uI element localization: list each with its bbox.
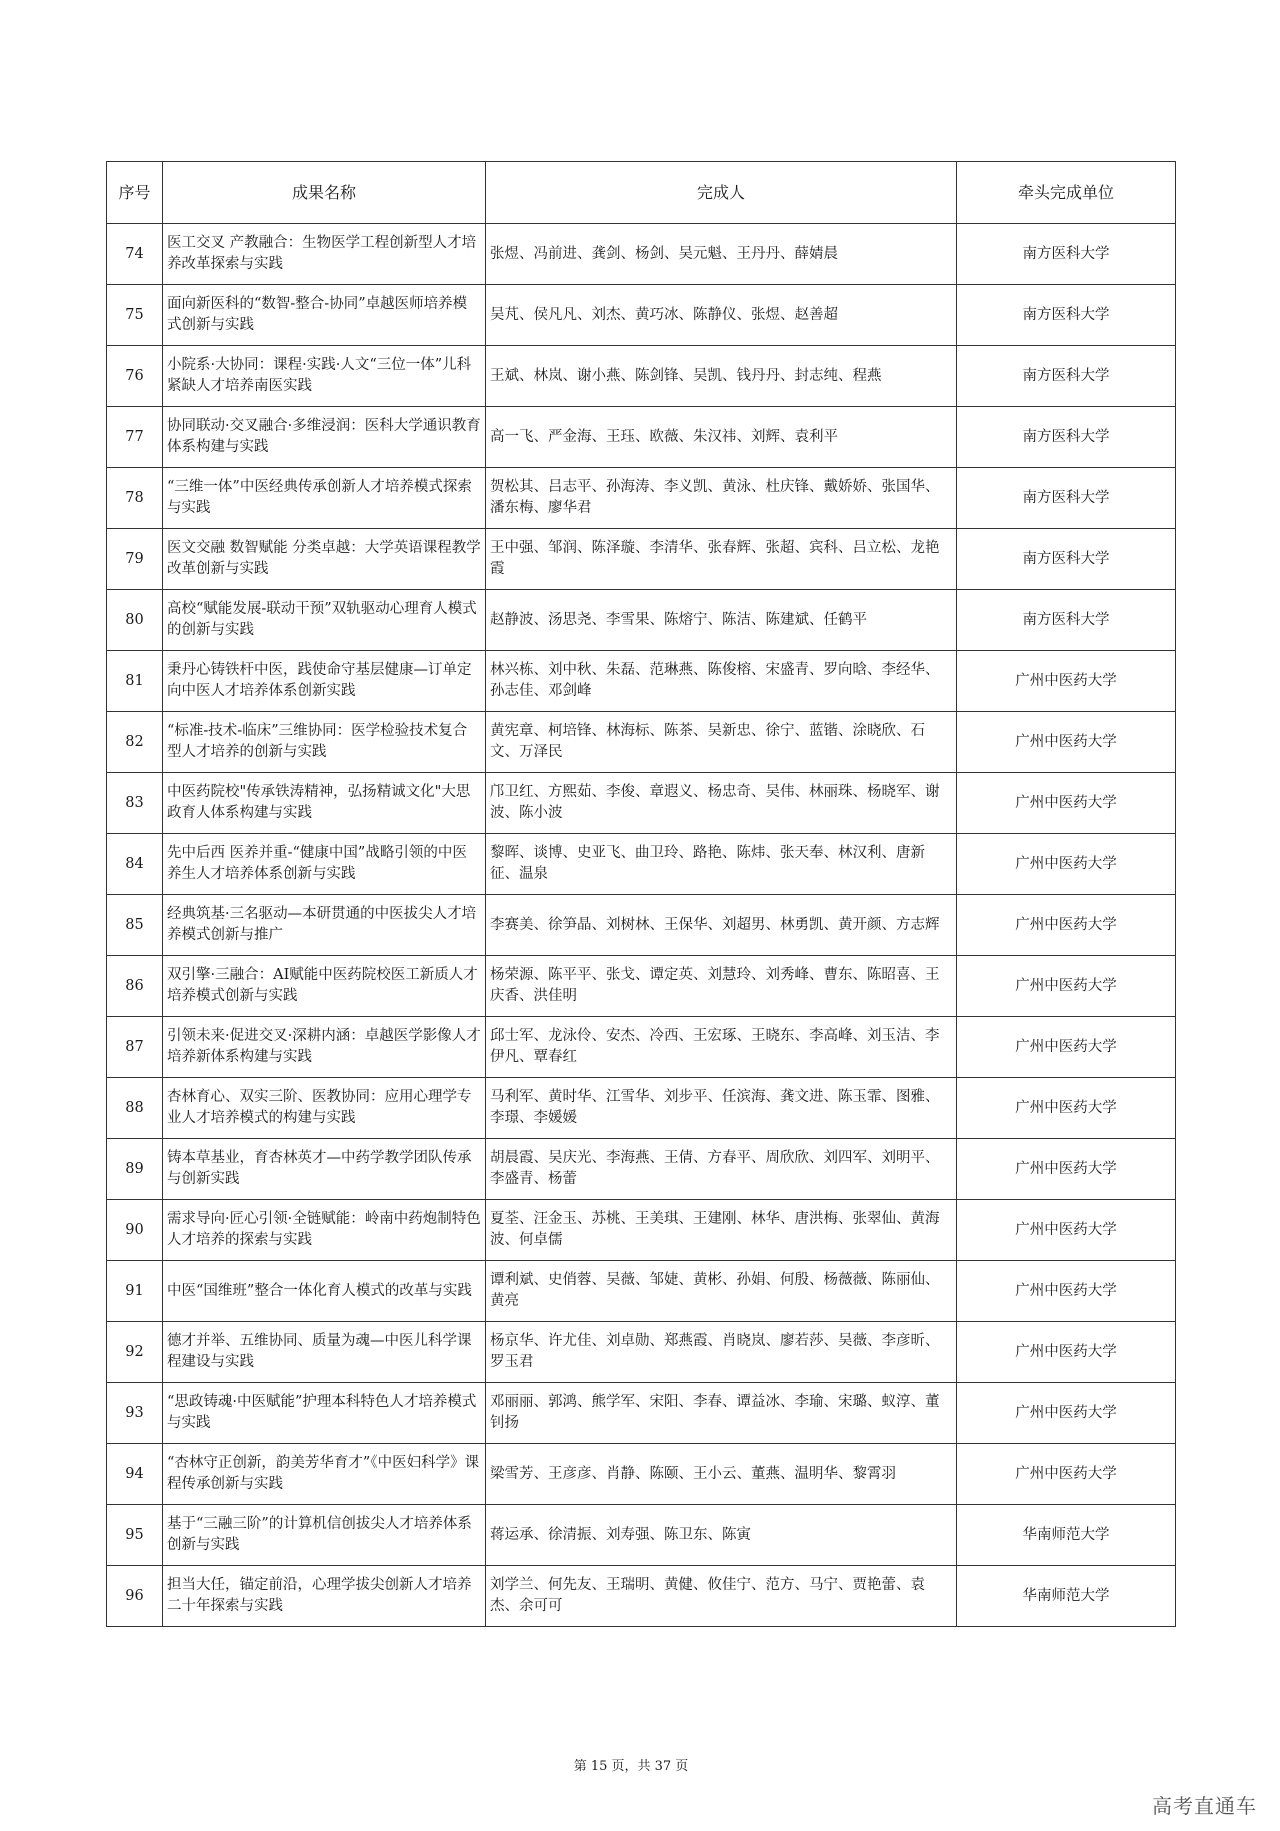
- row-number: 75: [107, 285, 163, 346]
- page-footer: [0, 1755, 1280, 1774]
- lead-unit: 南方医科大学: [957, 285, 1176, 346]
- achievement-title: “标准-技术-临床”三维协同：医学检验技术复合型人才培养的创新与实践: [163, 712, 486, 773]
- completers: 胡晨霞、吴庆光、李海燕、王倩、方春平、周欣欣、刘四军、刘明平、李盛青、杨蕾: [486, 1139, 957, 1200]
- table-row: [107, 773, 1176, 834]
- lead-unit: 广州中医药大学: [957, 1261, 1176, 1322]
- lead-unit: 广州中医药大学: [957, 773, 1176, 834]
- achievement-title: 经典筑基·三名驱动—本研贯通的中医拔尖人才培养模式创新与推广: [163, 895, 486, 956]
- table-row: [107, 590, 1176, 651]
- completers: 邱士军、龙泳伶、安杰、冷西、王宏琢、王晓东、李高峰、刘玉洁、李伊凡、覃春红: [486, 1017, 957, 1078]
- row-number: 79: [107, 529, 163, 590]
- achievement-title: 基于“三融三阶”的计算机信创拔尖人才培养体系创新与实践: [163, 1505, 486, 1566]
- achievement-title: 中医药院校"传承铁涛精神，弘扬精诚文化"大思政育人体系构建与实践: [163, 773, 486, 834]
- page-number: 第 15 页，共 37 页: [573, 1759, 689, 1774]
- row-number: 87: [107, 1017, 163, 1078]
- completers: 夏荃、汪金玉、苏桃、王美琪、王建刚、林华、唐洪梅、张翠仙、黄海波、何卓儒: [486, 1200, 957, 1261]
- table-row: [107, 468, 1176, 529]
- row-number: 82: [107, 712, 163, 773]
- row-number: 84: [107, 834, 163, 895]
- table-row: [107, 346, 1176, 407]
- lead-unit: 广州中医药大学: [957, 1200, 1176, 1261]
- row-number: 81: [107, 651, 163, 712]
- achievement-title: 协同联动·交叉融合·多维浸润：医科大学通识教育体系构建与实践: [163, 407, 486, 468]
- achievement-title: 秉丹心铸铁杆中医，践使命守基层健康—订单定向中医人才培养体系创新实践: [163, 651, 486, 712]
- lead-unit: 广州中医药大学: [957, 1383, 1176, 1444]
- achievement-title: 中医“国维班”整合一体化育人模式的改革与实践: [163, 1261, 486, 1322]
- lead-unit: 华南师范大学: [957, 1505, 1176, 1566]
- completers: 王中强、邹润、陈泽璇、李清华、张春辉、张超、宾科、吕立松、龙艳霞: [486, 529, 957, 590]
- header-title: 成果名称: [163, 162, 486, 224]
- lead-unit: 南方医科大学: [957, 590, 1176, 651]
- row-number: 86: [107, 956, 163, 1017]
- results-table: [106, 161, 1176, 1627]
- achievement-title: 杏林育心、双实三阶、医教协同：应用心理学专业人才培养模式的构建与实践: [163, 1078, 486, 1139]
- table-row: [107, 1017, 1176, 1078]
- completers: 梁雪芳、王彦彦、肖静、陈颐、王小云、董燕、温明华、黎霄羽: [486, 1444, 957, 1505]
- lead-unit: 广州中医药大学: [957, 1017, 1176, 1078]
- achievement-title: 担当大任，锚定前沿，心理学拔尖创新人才培养二十年探索与实践: [163, 1566, 486, 1627]
- achievement-title: “思政铸魂·中医赋能”护理本科特色人才培养模式与实践: [163, 1383, 486, 1444]
- table-row: [107, 1139, 1176, 1200]
- achievement-title: 先中后西 医养并重-“健康中国”战略引领的中医养生人才培养体系创新与实践: [163, 834, 486, 895]
- row-number: 77: [107, 407, 163, 468]
- completers: 杨京华、许尤佳、刘卓勋、郑燕霞、肖晓岚、廖若莎、吴薇、李彦昕、罗玉君: [486, 1322, 957, 1383]
- header-people: 完成人: [486, 162, 957, 224]
- row-number: 92: [107, 1322, 163, 1383]
- lead-unit: 广州中医药大学: [957, 895, 1176, 956]
- achievement-title: 面向新医科的“数智-整合-协同”卓越医师培养模式创新与实践: [163, 285, 486, 346]
- row-number: 83: [107, 773, 163, 834]
- row-number: 88: [107, 1078, 163, 1139]
- completers: 赵静波、汤思尧、李雪果、陈熔宁、陈洁、陈建斌、任鹤平: [486, 590, 957, 651]
- completers: 高一飞、严金海、王珏、欧薇、朱汉祎、刘辉、袁利平: [486, 407, 957, 468]
- row-number: 93: [107, 1383, 163, 1444]
- completers: 马利军、黄时华、江雪华、刘步平、任滨海、龚文进、陈玉霏、图雅、李璟、李媛媛: [486, 1078, 957, 1139]
- table-row: [107, 1505, 1176, 1566]
- table-row: [107, 895, 1176, 956]
- table-row: [107, 1383, 1176, 1444]
- completers: 张煜、冯前进、龚剑、杨剑、吴元魁、王丹丹、薛婧晨: [486, 224, 957, 285]
- completers: 蒋运承、徐清振、刘寿强、陈卫东、陈寅: [486, 1505, 957, 1566]
- achievement-title: 医文交融 数智赋能 分类卓越：大学英语课程教学改革创新与实践: [163, 529, 486, 590]
- achievement-title: “杏林守正创新，韵美芳华育才”《中医妇科学》课程传承创新与实践: [163, 1444, 486, 1505]
- row-number: 96: [107, 1566, 163, 1627]
- watermark-text: 高考直通车: [1152, 1794, 1257, 1818]
- completers: 黄宪章、柯培锋、林海标、陈茶、吴新忠、徐宁、蓝锴、涂晓欣、石文、万泽民: [486, 712, 957, 773]
- completers: 杨荣源、陈平平、张戈、谭定英、刘慧玲、刘秀峰、曹东、陈昭喜、王庆香、洪佳明: [486, 956, 957, 1017]
- lead-unit: 南方医科大学: [957, 346, 1176, 407]
- completers: 邓丽丽、郭鸿、熊学军、宋阳、李春、谭益冰、李瑜、宋璐、蚁淳、董钊扬: [486, 1383, 957, 1444]
- completers: 刘学兰、何先友、王瑞明、黄健、攸佳宁、范方、马宁、贾艳蕾、袁杰、余可可: [486, 1566, 957, 1627]
- completers: 李赛美、徐笋晶、刘树林、王保华、刘超男、林勇凯、黄开颜、方志辉: [486, 895, 957, 956]
- table-row: [107, 285, 1176, 346]
- row-number: 90: [107, 1200, 163, 1261]
- lead-unit: 南方医科大学: [957, 224, 1176, 285]
- lead-unit: 广州中医药大学: [957, 1444, 1176, 1505]
- row-number: 94: [107, 1444, 163, 1505]
- header-no: 序号: [107, 162, 163, 224]
- lead-unit: 南方医科大学: [957, 407, 1176, 468]
- table-row: [107, 712, 1176, 773]
- lead-unit: 广州中医药大学: [957, 1078, 1176, 1139]
- lead-unit: 南方医科大学: [957, 529, 1176, 590]
- table-header-row: [107, 162, 1176, 224]
- table-row: [107, 1444, 1176, 1505]
- table-row: [107, 407, 1176, 468]
- completers: 吴芃、侯凡凡、刘杰、黄巧冰、陈静仪、张煜、赵善超: [486, 285, 957, 346]
- table-row: [107, 529, 1176, 590]
- table-row: [107, 1078, 1176, 1139]
- lead-unit: 广州中医药大学: [957, 834, 1176, 895]
- header-unit: 牵头完成单位: [957, 162, 1176, 224]
- achievement-title: 小院系·大协同：课程·实践·人文“三位一体”儿科紧缺人才培养南医实践: [163, 346, 486, 407]
- completers: 谭利斌、史俏蓉、吴薇、邹婕、黄彬、孙娟、何殷、杨薇薇、陈丽仙、黄亮: [486, 1261, 957, 1322]
- table-row: [107, 224, 1176, 285]
- table-row: [107, 1200, 1176, 1261]
- lead-unit: 广州中医药大学: [957, 651, 1176, 712]
- table-row: [107, 1566, 1176, 1627]
- row-number: 78: [107, 468, 163, 529]
- completers: 邝卫红、方熙茹、李俊、章遐义、杨忠奇、吴伟、林丽珠、杨晓军、谢波、陈小波: [486, 773, 957, 834]
- achievement-title: 医工交叉 产教融合：生物医学工程创新型人才培养改革探索与实践: [163, 224, 486, 285]
- row-number: 80: [107, 590, 163, 651]
- lead-unit: 广州中医药大学: [957, 1322, 1176, 1383]
- lead-unit: 华南师范大学: [957, 1566, 1176, 1627]
- lead-unit: 广州中医药大学: [957, 712, 1176, 773]
- completers: 林兴栋、刘中秋、朱磊、范琳燕、陈俊榕、宋盛青、罗向晗、李经华、孙志佳、邓剑峰: [486, 651, 957, 712]
- row-number: 74: [107, 224, 163, 285]
- row-number: 89: [107, 1139, 163, 1200]
- row-number: 95: [107, 1505, 163, 1566]
- achievement-title: 铸本草基业，育杏林英才—中药学教学团队传承与创新实践: [163, 1139, 486, 1200]
- achievement-title: 双引擎·三融合：AI赋能中医药院校医工新质人才培养模式创新与实践: [163, 956, 486, 1017]
- table-row: [107, 651, 1176, 712]
- achievement-title: “三维一体”中医经典传承创新人才培养模式探索与实践: [163, 468, 486, 529]
- achievement-title: 引领未来·促进交叉·深耕内涵：卓越医学影像人才培养新体系构建与实践: [163, 1017, 486, 1078]
- completers: 黎晖、谈博、史亚飞、曲卫玲、路艳、陈炜、张天奉、林汉利、唐新征、温泉: [486, 834, 957, 895]
- table-row: [107, 956, 1176, 1017]
- completers: 贺松其、吕志平、孙海涛、李义凯、黄泳、杜庆锋、戴娇娇、张国华、潘东梅、廖华君: [486, 468, 957, 529]
- lead-unit: 广州中医药大学: [957, 1139, 1176, 1200]
- table-row: [107, 1322, 1176, 1383]
- lead-unit: 广州中医药大学: [957, 956, 1176, 1017]
- row-number: 91: [107, 1261, 163, 1322]
- table-row: [107, 1261, 1176, 1322]
- row-number: 76: [107, 346, 163, 407]
- lead-unit: 南方医科大学: [957, 468, 1176, 529]
- achievement-title: 德才并举、五维协同、质量为魂—中医儿科学课程建设与实践: [163, 1322, 486, 1383]
- achievement-title: 需求导向·匠心引领·全链赋能：岭南中药炮制特色人才培养的探索与实践: [163, 1200, 486, 1261]
- table-row: [107, 834, 1176, 895]
- achievement-title: 高校“赋能发展-联动干预”双轨驱动心理育人模式的创新与实践: [163, 590, 486, 651]
- completers: 王斌、林岚、谢小燕、陈剑锋、吴凯、钱丹丹、封志纯、程燕: [486, 346, 957, 407]
- row-number: 85: [107, 895, 163, 956]
